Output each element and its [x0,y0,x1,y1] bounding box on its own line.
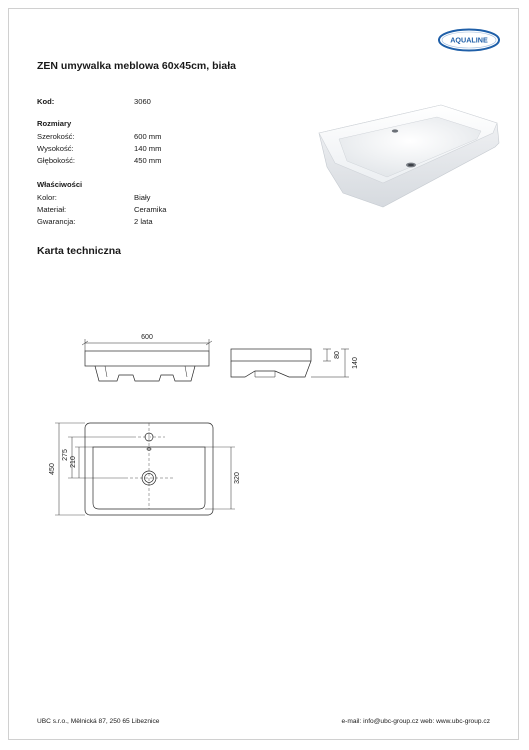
dim-width-label: 600 [141,334,153,341]
dimension-label: Szerokość: [37,132,75,141]
dimension-value: 600 mm [134,132,162,141]
properties-heading: Właściwości [37,180,83,189]
side-view [231,349,349,377]
dimension-label: Głębokość: [37,156,75,165]
dimensions-heading: Rozmiary [37,119,72,128]
product-sheet [8,8,519,740]
property-label: Gwarancja: [37,217,76,226]
footer-address: UBC s.r.o., Mělnická 87, 250 65 Libeznice [37,718,160,725]
code-value: 3060 [134,97,151,106]
dim-275-label: 275 [62,449,69,461]
tech-sheet-heading: Karta techniczna [37,245,122,257]
dim-210-label: 210 [70,456,77,468]
front-view [82,339,212,381]
property-value: 2 lata [134,217,153,226]
dim-320-label: 320 [234,472,241,484]
technical-drawing [9,9,520,741]
property-label: Kolor: [37,193,57,202]
dim-140-label: 140 [352,357,359,369]
dimension-label: Wysokość: [37,144,74,153]
property-value: Ceramika [134,205,167,214]
dimension-value: 140 mm [134,144,162,153]
footer-contact: e-mail: info@ubc-group.cz web: www.ubc-group.cz [341,718,490,725]
dim-80-label: 80 [334,351,341,359]
top-view [55,423,235,515]
code-label: Kod: [37,97,55,106]
product-title: ZEN umywalka meblowa 60x45cm, biała [37,60,237,72]
property-label: Materiał: [37,205,67,214]
dim-450-label: 450 [49,463,56,475]
dimension-value: 450 mm [134,156,162,165]
property-value: Biały [134,193,151,202]
logo-text: AQUALINE [450,35,488,45]
